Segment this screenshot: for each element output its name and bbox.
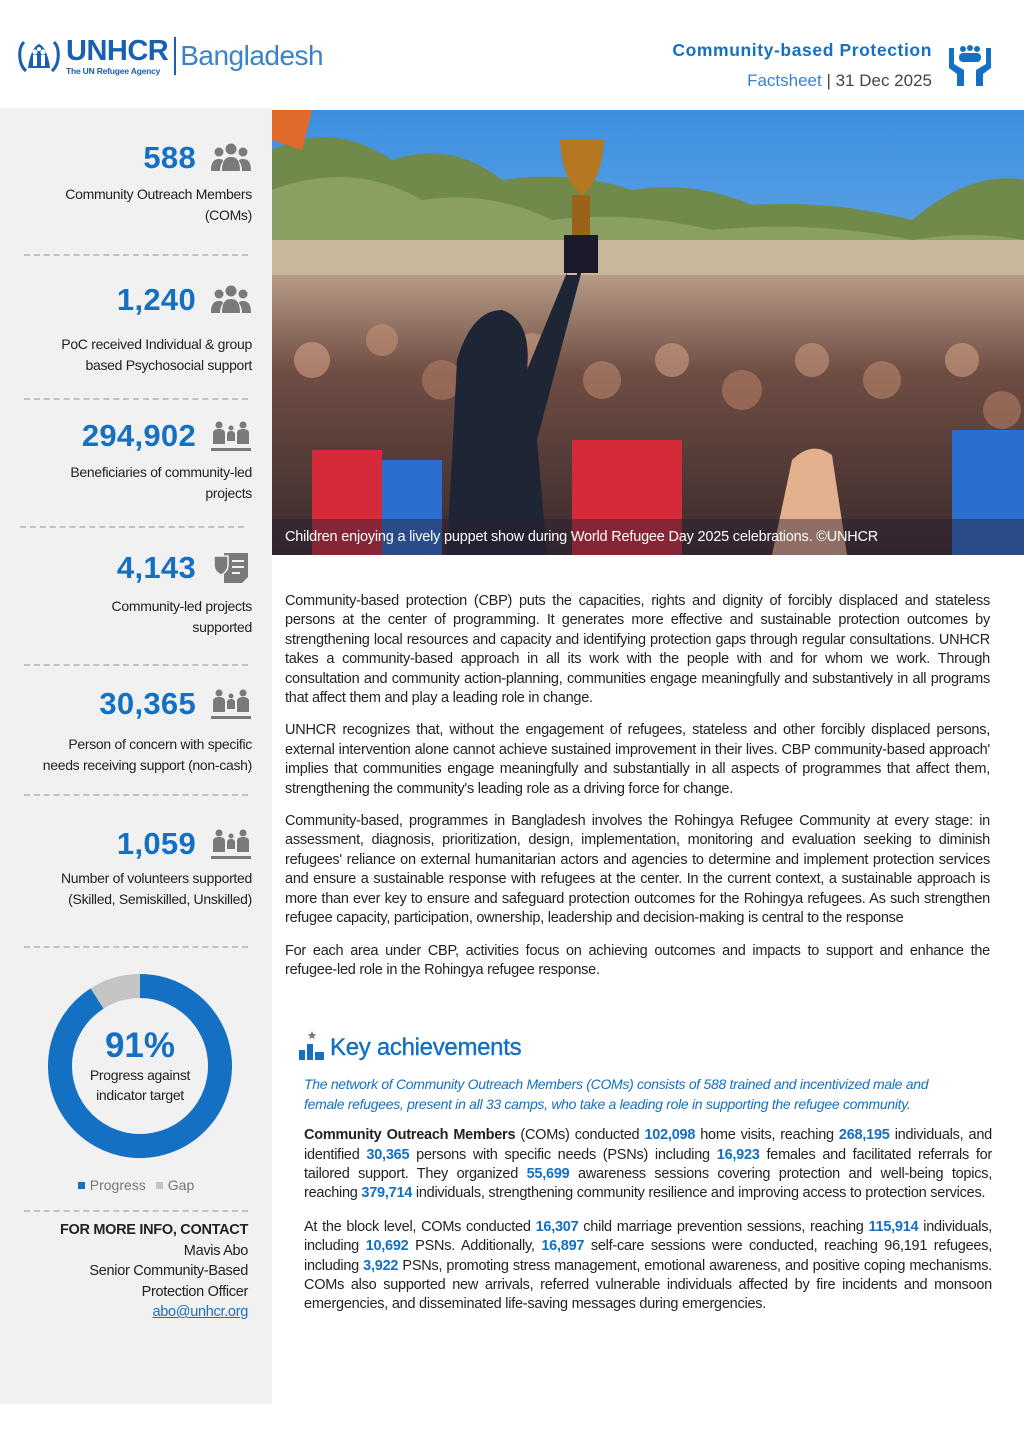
divider xyxy=(24,254,248,256)
legend-label: Gap xyxy=(167,1177,195,1193)
legend-swatch-gap xyxy=(156,1182,163,1189)
donut-legend xyxy=(0,1176,272,1194)
figure-self-care-sessions: 16,897 xyxy=(541,1238,585,1255)
figure-child-marriage-sessions: 16,307 xyxy=(535,1219,579,1236)
contact-email-link[interactable]: abo@unhcr.org xyxy=(152,1304,248,1320)
unhcr-emblem-icon xyxy=(16,36,62,76)
bar-chart-star-icon xyxy=(298,1030,326,1062)
stat-specific-needs xyxy=(0,684,272,776)
main-column xyxy=(272,108,1024,1314)
people-group-icon xyxy=(210,141,252,175)
people-meeting-icon xyxy=(210,827,252,861)
intro-paragraph: For each area under CBP, activities focus on achieving outcomes and impacts to support and enhance the refugee-led role in the Rohingya refugee response. xyxy=(285,942,990,978)
stat-label: Number of volunteers supported (Skilled, Semiskilled, Unskilled) xyxy=(61,870,252,907)
progress-percent: 91% xyxy=(104,1026,176,1065)
legend-item-progress xyxy=(78,1176,146,1194)
text: individuals, strengthening community resilience and improving access to protection services. xyxy=(412,1184,986,1201)
progress-label: Progress against indicator target xyxy=(89,1067,191,1103)
key-achievements-title: Key achievements xyxy=(330,1034,522,1062)
separator: | xyxy=(821,71,836,90)
contact-block xyxy=(0,1220,272,1323)
legend-item-gap xyxy=(156,1176,194,1194)
text: PSNs. Additionally, xyxy=(408,1238,542,1255)
sidebar xyxy=(0,108,272,1404)
intro-section xyxy=(285,592,990,980)
divider xyxy=(24,664,248,666)
document-date: 31 Dec 2025 xyxy=(835,71,932,90)
stat-value: 588 xyxy=(143,140,196,175)
stat-label: Person of concern with specific needs receiving support (non-cash) xyxy=(42,736,252,773)
document-title: Community-based Protection xyxy=(672,40,932,60)
stat-value: 4,143 xyxy=(116,550,196,585)
figure-females: 16,923 xyxy=(716,1146,760,1163)
stat-label: Community-led projects supported xyxy=(111,598,252,635)
figure-individuals-reached: 115,914 xyxy=(868,1219,919,1236)
achievement-paragraph-1 xyxy=(304,1126,992,1203)
stat-label: Beneficiaries of community-led projects xyxy=(70,464,252,501)
text: females and facilitated referrals for tailored support. They organized xyxy=(304,1146,992,1182)
text: home visits, reaching xyxy=(695,1127,839,1144)
stat-beneficiaries xyxy=(0,416,272,504)
text: self-care sessions were conducted, reaching 96,191 refugees, including xyxy=(304,1238,993,1274)
photo-caption: Children enjoying a lively puppet show during World Refugee Day 2025 celebrations. ©UNHCR xyxy=(272,519,1024,555)
text: persons with specific needs (PSNs) including xyxy=(409,1146,717,1163)
hands-holding-people-icon xyxy=(946,40,994,88)
key-achievements-intro: The network of Community Outreach Members (COMs) consists of 588 trained and incentivized male and female refugees, present in all 33 camps, who take a leading role in supporting the refugee community. xyxy=(304,1076,929,1113)
divider xyxy=(24,946,248,948)
key-achievements-heading xyxy=(298,1030,992,1062)
intro-paragraph: Community-based protection (CBP) puts the capacities, rights and dignity of forcibly displaced and stateless persons at the center of programming. It generates more effective and sustainable protection outcomes by strengthening local resources and capacity and identifying protection gaps through regular consultations. UNHCR takes a community-based approach in all its work with the people with and for whom we work. Through consultation and community action-planning, communities engage meaningfully and substantively in all programs that affect them and play a leading role in change. xyxy=(285,593,990,707)
donut-center xyxy=(48,974,232,1158)
page-header xyxy=(0,0,1024,108)
contact-name: Mavis Abo xyxy=(183,1242,248,1259)
figure-session-reach: 379,714 xyxy=(361,1184,413,1201)
divider xyxy=(24,794,248,796)
figure-psns-identified: 30,365 xyxy=(366,1146,410,1163)
text: child marriage prevention sessions, reaching xyxy=(578,1219,869,1236)
intro-paragraph: Community-based, programmes in Bangladesh involves the Rohingya Refugee Community at every stage: in assessment, diagnosis, prioritization, design, implementation, monitoring and evaluation seeking to diminish refugees' reliance on external humanitarian actors and agencies to determine and implement protection services and ensure a sustainable response with refugees at the center. In the current context, a sustainable approach is more than ever key to ensure and safeguard protection outcomes for the Rohingya refugees. As such strengthen refugee capacity, participation, ownership, leadership and decision-making is central to the response xyxy=(285,813,990,927)
contact-role-line2: Protection Officer xyxy=(141,1283,248,1300)
org-tagline: The UN Refugee Agency xyxy=(66,65,161,76)
stat-label: PoC received Individual & group based Psychosocial support xyxy=(61,336,252,373)
figure-individuals-reached: 268,195 xyxy=(838,1127,890,1144)
contact-role-line1: Senior Community-Based xyxy=(89,1263,248,1279)
people-group-icon xyxy=(210,283,252,317)
text: individuals, including xyxy=(304,1219,992,1255)
stat-psychosocial-support xyxy=(0,280,272,376)
legend-label: Progress xyxy=(89,1177,146,1193)
org-name: UNHCR xyxy=(66,34,169,67)
text: individuals, and identified xyxy=(304,1127,992,1163)
figure-psns-self-care: 3,922 xyxy=(363,1257,399,1274)
figure-psns: 10,692 xyxy=(365,1238,409,1255)
key-achievements-section xyxy=(298,1030,992,1314)
text: awareness sessions covering protection and well-being topics, reaching xyxy=(304,1165,992,1201)
people-meeting-icon xyxy=(210,419,252,453)
hero-photo xyxy=(272,110,1024,555)
stat-com-members xyxy=(0,138,272,226)
doc-type: Factsheet xyxy=(747,71,822,90)
text: PSNs, promoting stress management, emotional awareness, and positive coping mechanisms. COMs also supported new arrivals, referred vulnerable individuals affected by fire incidents and monsoon emergencies, and disseminated life-saving messages during emergencies. xyxy=(304,1257,992,1312)
stat-value: 294,902 xyxy=(81,418,196,453)
figure-awareness-sessions: 55,699 xyxy=(526,1165,570,1182)
divider xyxy=(20,526,244,528)
intro-paragraph: UNHCR recognizes that, without the engagement of refugees, stateless and other forcibly displaced persons, external intervention alone cannot achieve sustained improvement in their lives. CBP community-based approach' implies that communities engage meaningfully and substantially in all aspects of programmes that affect them, strengthening the community's leading role as a driving force for change. xyxy=(285,722,990,797)
document-subtitle xyxy=(672,71,932,91)
figure-home-visits: 102,098 xyxy=(644,1127,696,1144)
stat-community-projects xyxy=(0,548,272,638)
achievement-paragraph-2 xyxy=(304,1218,992,1314)
contact-title: FOR MORE INFO, CONTACT xyxy=(59,1222,248,1238)
page-body xyxy=(0,108,1024,1404)
divider xyxy=(24,398,248,400)
crowd-celebration-image xyxy=(272,110,1024,555)
stat-label: Community Outreach Members (COMs) xyxy=(65,186,252,223)
stat-value: 30,365 xyxy=(99,686,196,721)
divider xyxy=(24,1210,248,1212)
unhcr-logo xyxy=(16,36,323,76)
emphasis: Community Outreach Members xyxy=(304,1127,516,1144)
people-meeting-icon xyxy=(210,687,252,721)
stat-value: 1,240 xyxy=(116,282,196,317)
project-document-icon xyxy=(210,551,252,585)
country-name: Bangladesh xyxy=(180,40,324,71)
progress-donut-chart xyxy=(48,974,232,1158)
header-title-block xyxy=(672,40,932,91)
stat-value: 1,059 xyxy=(116,826,196,861)
legend-swatch-progress xyxy=(78,1182,85,1189)
text: At the block level, COMs conducted xyxy=(304,1219,536,1236)
logo-divider xyxy=(174,37,176,75)
stat-volunteers xyxy=(0,824,272,910)
text: (COMs) conducted xyxy=(515,1127,645,1144)
